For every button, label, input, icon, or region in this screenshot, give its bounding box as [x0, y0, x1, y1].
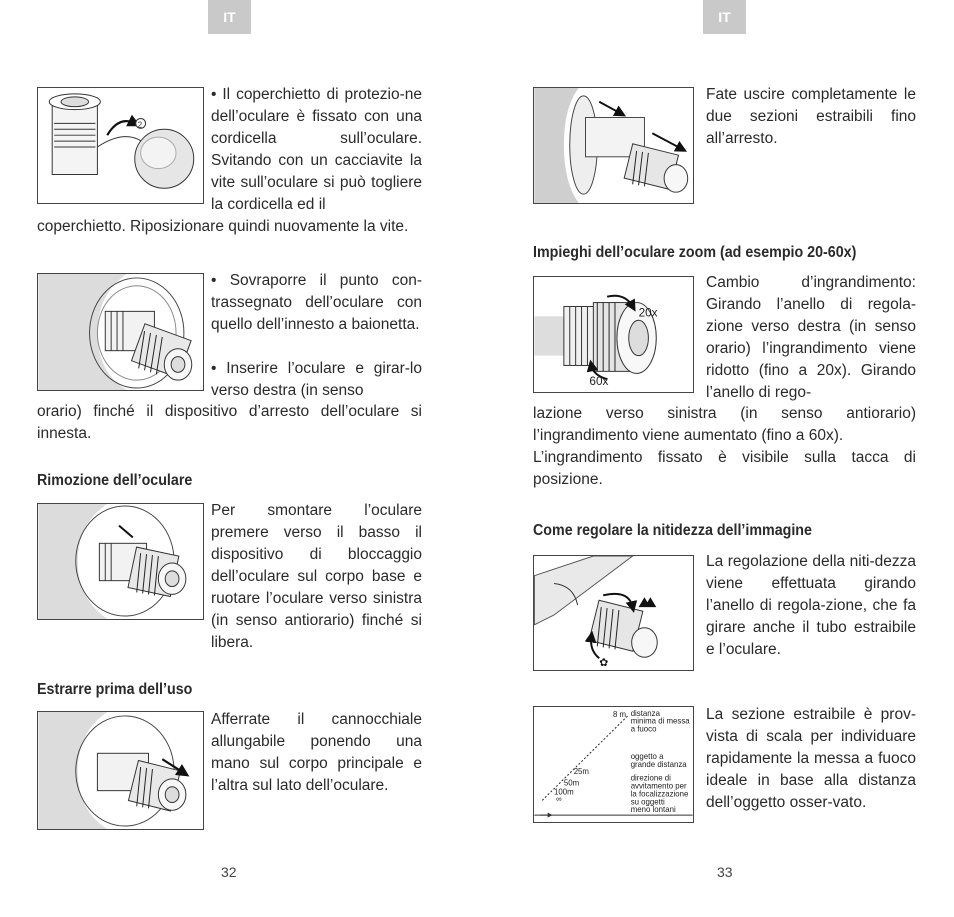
- paragraph-bayonet-2: • Inserire l’oculare e girar-lo verso destra (in senso: [211, 360, 422, 399]
- heading-extend-before-use: Estrarre prima dell’uso: [37, 681, 193, 698]
- paragraph-zoom-2: lazione verso sinistra (in senso antiorario) l’ingrandimento viene aumentato (fino a 60x).: [533, 405, 916, 444]
- scale-25m: 25m: [573, 766, 589, 776]
- paragraph-zoom-3: L’ingrandimento fissato è visibile sulla tacca di posizione.: [533, 449, 916, 488]
- note-far-object-2: grande distanza: [630, 759, 687, 769]
- paragraph-cap-2: coperchietto. Riposizionare quindi nuovamente la vite.: [37, 218, 409, 235]
- zoom-20x-label: 20x: [638, 306, 658, 320]
- paragraph-extend-sections: Fate uscire completamente le due sezioni estraibili fino all’arresto.: [706, 86, 916, 147]
- focus-ring-illustration: [533, 555, 694, 671]
- note-min-focus-3: a fuoco: [630, 724, 657, 734]
- paragraph-focus: La regolazione della niti-dezza viene effettuata girando l’anello di regola-zione, che fa girare anche il tubo estraibile e l’oculare.: [706, 553, 916, 658]
- note-far-object-1: oggetto a: [630, 752, 664, 762]
- bayonet-mount-illustration: [37, 273, 204, 391]
- page-number: 33: [717, 864, 733, 880]
- note-direction-2: avvitamento per: [630, 781, 687, 791]
- step-number-label: 2: [137, 120, 143, 130]
- heading-zoom-eyepiece: Impieghi dell’oculare zoom (ad esempio 20-60x): [533, 244, 857, 261]
- note-min-focus-1: distanza: [630, 708, 660, 718]
- heading-eyepiece-removal: Rimozione dell’oculare: [37, 472, 193, 489]
- language-tab: IT: [208, 0, 251, 34]
- zoom-60x-label: 60x: [589, 375, 609, 389]
- heading-focus: Come regolare la nitidezza dell’immagine: [533, 522, 812, 539]
- extend-before-use-illustration: [37, 711, 204, 830]
- zoom-ring-illustration: [533, 276, 694, 393]
- note-direction-4: su oggetti: [630, 797, 665, 807]
- paragraph-extend: Afferrate il cannocchiale allungabile ponendo una mano sul corpo principale e l’altra sul lato dell’oculare.: [211, 711, 422, 794]
- note-min-focus-2: minima di messa: [630, 716, 690, 726]
- note-direction-3: la focalizzazione: [630, 789, 689, 799]
- scale-50m: 50m: [563, 778, 580, 788]
- page-number: 32: [221, 864, 237, 880]
- language-tab: IT: [703, 0, 746, 34]
- scale-infinity: ∞: [556, 794, 562, 804]
- eyepiece-removal-illustration: [37, 503, 204, 620]
- note-direction-1: direzione di: [630, 773, 671, 783]
- scale-100m: 100m: [554, 787, 574, 797]
- paragraph-bayonet-3: orario) finché il dispositivo d’arresto dell’oculare si innesta.: [37, 403, 422, 442]
- eyepiece-cap-illustration: [37, 87, 204, 204]
- paragraph-removal: Per smontare l’oculare premere verso il basso il dispositivo di bloccaggio dell’oculare sul corpo base e ruotare l’oculare verso sinistra (in senso antiorario) finché si libera.: [211, 502, 422, 651]
- scale-8m: 8 m: [613, 709, 627, 719]
- note-direction-5: meno lontani: [630, 805, 676, 815]
- paragraph-cap-1: • Il coperchietto di protezio-ne dell’oculare è fissato con una cordicella sull’oculare. Svitando con un cacciavite la vite sull’oculare si può togliere la cordicella ed il: [211, 86, 422, 213]
- paragraph-bayonet-1: • Sovraporre il punto con-trassegnato dell’oculare con quello dell’innesto a baionetta.: [211, 272, 422, 333]
- focus-scale-illustration: [533, 706, 694, 823]
- paragraph-zoom-1: Cambio d’ingrandimento: Girando l’anello di regola-zione verso destra (in senso orario) l’ingrandimento viene ridotto (fino a 20x). Girando l’anello di rego-: [706, 274, 916, 401]
- svg-text:✿: ✿: [599, 656, 609, 670]
- extend-sections-illustration: [533, 87, 694, 204]
- paragraph-scale: La sezione estraibile è prov-vista di scala per individuare rapidamente la messa a fuoco ideale in base alla distanza dell’oggetto osser-vato.: [706, 706, 916, 811]
